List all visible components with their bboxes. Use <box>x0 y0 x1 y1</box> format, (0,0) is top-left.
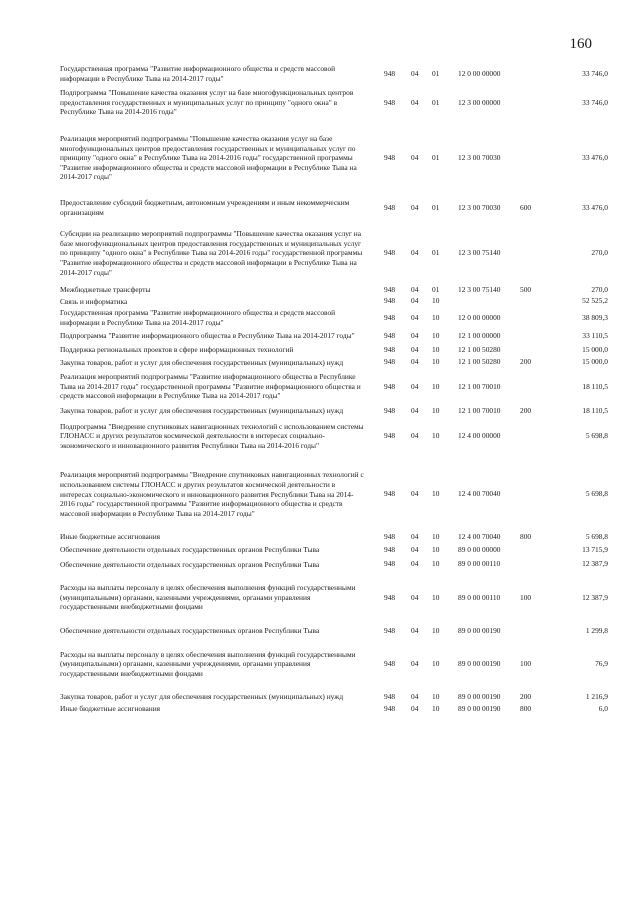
row-name: Иные бюджетные ассигнования <box>60 532 161 542</box>
row-ved: 948 <box>384 153 396 163</box>
row-pr: 01 <box>432 202 440 212</box>
table-row <box>60 470 608 518</box>
row-ved: 948 <box>384 489 396 499</box>
table-row <box>60 308 608 327</box>
row-name: Реализация мероприятий подпрограммы "Повышение качества оказания услуг на базе многофункциональных центров предоставления государственных и муниципальных услуг по принципу "одного окна" в Республике Тыва на 2014-2016 годы" государственной программы "Развитие информационного общества и средств массовой информации в Республике Тыва на 2014-2017 годы" <box>60 133 357 182</box>
row-csr: 89 0 00 00190 <box>458 692 501 702</box>
row-csr: 89 0 00 00190 <box>458 703 501 713</box>
row-pr: 10 <box>432 357 440 367</box>
row-amount: 13 715,9 <box>582 544 608 554</box>
row-amount: 33 476,0 <box>582 202 608 212</box>
row-vr: 800 <box>520 532 532 542</box>
row-ved: 948 <box>384 559 396 569</box>
row-pr: 10 <box>432 625 440 635</box>
row-amount: 52 525,2 <box>582 296 608 306</box>
row-csr: 12 4 00 70040 <box>458 489 501 499</box>
row-pr: 10 <box>432 692 440 702</box>
table-row <box>60 626 608 636</box>
row-name: Государственная программа "Развитие информационного общества и средств массовой информации в Республике Тыва на 2014-2017 годы" <box>60 64 336 83</box>
row-name: Подпрограмма "Повышение качества оказания услуг на базе многофункциональных центров предоставления государственных и муниципальных услуг по принципу "одного окна" в Республике Тыва на 2014-2016 годы" <box>60 88 354 117</box>
row-vr: 200 <box>520 406 532 416</box>
row-csr: 89 0 00 00190 <box>458 625 501 635</box>
row-rz: 04 <box>411 592 419 602</box>
row-ved: 948 <box>384 381 396 391</box>
row-rz: 04 <box>411 313 419 323</box>
row-rz: 04 <box>411 345 419 355</box>
row-ved: 948 <box>384 202 396 212</box>
row-pr: 01 <box>432 153 440 163</box>
row-pr: 10 <box>432 431 440 441</box>
row-csr: 12 1 00 00000 <box>458 331 501 341</box>
row-amount: 33 476,0 <box>582 153 608 163</box>
row-vr: 600 <box>520 202 532 212</box>
row-amount: 76,9 <box>595 659 608 669</box>
row-amount: 270,0 <box>591 248 608 258</box>
row-ved: 948 <box>384 692 396 702</box>
row-csr: 12 3 00 75140 <box>458 248 501 258</box>
row-rz: 04 <box>411 625 419 635</box>
row-rz: 04 <box>411 68 419 78</box>
table-row <box>60 64 608 83</box>
table-row <box>60 532 608 542</box>
row-amount: 33 746,0 <box>582 97 608 107</box>
row-ved: 948 <box>384 357 396 367</box>
row-rz: 04 <box>411 559 419 569</box>
row-vr: 100 <box>520 659 532 669</box>
row-name: Обеспечение деятельности отдельных государственных органов Республики Тыва <box>60 544 320 554</box>
row-csr: 12 3 00 00000 <box>458 97 501 107</box>
row-rz: 04 <box>411 659 419 669</box>
row-vr: 200 <box>520 692 532 702</box>
row-rz: 04 <box>411 357 419 367</box>
row-ved: 948 <box>384 532 396 542</box>
table-row <box>60 198 608 217</box>
row-vr: 200 <box>520 357 532 367</box>
row-amount: 12 387,9 <box>582 592 608 602</box>
row-amount: 12 387,9 <box>582 559 608 569</box>
row-pr: 10 <box>432 544 440 554</box>
row-ved: 948 <box>384 659 396 669</box>
row-amount: 5 698,8 <box>585 431 608 441</box>
row-ved: 948 <box>384 97 396 107</box>
row-name: Расходы на выплаты персоналу в целях обеспечения выполнения функций государственными (муниципальными) органами, казенными учреждениями, органами управления государственными внебюджетными фондами <box>60 649 356 678</box>
row-amount: 33 110,5 <box>582 331 608 341</box>
row-name: Межбюджетные трансферты <box>60 285 151 295</box>
row-name: Связь и информатика <box>60 296 128 306</box>
row-rz: 04 <box>411 296 419 306</box>
row-pr: 10 <box>432 296 440 306</box>
row-amount: 270,0 <box>591 285 608 295</box>
row-rz: 04 <box>411 692 419 702</box>
row-ved: 948 <box>384 313 396 323</box>
row-rz: 04 <box>411 431 419 441</box>
row-amount: 6,0 <box>598 703 608 713</box>
row-csr: 12 3 00 75140 <box>458 285 501 295</box>
row-csr: 12 1 00 50280 <box>458 345 501 355</box>
table-row <box>60 297 608 307</box>
row-name: Иные бюджетные ассигнования <box>60 703 161 713</box>
row-ved: 948 <box>384 544 396 554</box>
table-row <box>60 134 608 182</box>
row-rz: 04 <box>411 381 419 391</box>
row-rz: 04 <box>411 248 419 258</box>
row-name: Реализация мероприятий подпрограммы "Развитие информационного общества в Республике Тыва на 2014-2017 годы" государственной программы "Развитие информационного общества и средств массовой информации в Республике Тыва на 2014-2017 годы" <box>60 372 361 401</box>
row-pr: 10 <box>432 489 440 499</box>
row-ved: 948 <box>384 331 396 341</box>
table-row <box>60 331 608 341</box>
row-amount: 1 216,9 <box>585 692 608 702</box>
row-rz: 04 <box>411 331 419 341</box>
page-number: 160 <box>569 36 592 52</box>
table-row <box>60 545 608 555</box>
row-csr: 89 0 00 00000 <box>458 544 501 554</box>
row-pr: 10 <box>432 381 440 391</box>
row-name: Подпрограмма "Внедрение спутниковых навигационных технологий с использованием системы ГЛОНАСС и других результатов космической деятельности в интересах социально-экономического и инновационного развития Республики Тыва на 2014-2016 годы" <box>60 421 364 450</box>
row-name: Субсидии на реализацию мероприятий подпрограммы "Повышение качества оказания услуг на базе многофункциональных центров предоставления государственных и муниципальных услуг по принципу "одного окна" в Республике Тыва на 2014-2016 годы" государственной программы "Развитие информационного общества и средств массовой информации в Республике Тыва на 2014-2017 годы" <box>60 229 363 277</box>
row-amount: 15 000,0 <box>582 345 608 355</box>
row-csr: 12 0 00 00000 <box>458 68 501 78</box>
row-csr: 89 0 00 00110 <box>458 559 501 569</box>
table-row <box>60 358 608 368</box>
table-row <box>60 406 608 416</box>
row-amount: 38 809,3 <box>582 313 608 323</box>
row-amount: 18 110,5 <box>582 381 608 391</box>
row-pr: 10 <box>432 703 440 713</box>
row-csr: 12 4 00 00000 <box>458 431 501 441</box>
row-name: Поддержка региональных проектов в сфере информационных технологий <box>60 345 294 355</box>
table-row <box>60 692 608 702</box>
row-vr: 100 <box>520 592 532 602</box>
table-row <box>60 422 608 451</box>
row-csr: 12 1 00 70010 <box>458 406 501 416</box>
row-name: Обеспечение деятельности отдельных государственных органов Республики Тыва <box>60 625 320 635</box>
row-amount: 18 110,5 <box>582 406 608 416</box>
row-ved: 948 <box>384 625 396 635</box>
row-ved: 948 <box>384 285 396 295</box>
row-csr: 12 1 00 50280 <box>458 357 501 367</box>
row-ved: 948 <box>384 592 396 602</box>
row-pr: 10 <box>432 592 440 602</box>
row-amount: 1 299,8 <box>585 625 608 635</box>
table-row <box>60 345 608 355</box>
row-pr: 01 <box>432 285 440 295</box>
row-name: Подпрограмма "Развитие информационного общества в Республике Тыва на 2014-2017 годы" <box>60 331 355 341</box>
row-rz: 04 <box>411 97 419 107</box>
table-row <box>60 229 608 277</box>
row-rz: 04 <box>411 285 419 295</box>
row-amount: 5 698,8 <box>585 532 608 542</box>
row-pr: 10 <box>432 331 440 341</box>
row-amount: 15 000,0 <box>582 357 608 367</box>
row-name: Расходы на выплаты персоналу в целях обеспечения выполнения функций государственными (муниципальными) органами, казенными учреждениями, органами управления государственными внебюджетными фондами <box>60 583 356 612</box>
budget-table <box>60 64 608 714</box>
row-ved: 948 <box>384 296 396 306</box>
table-row <box>60 704 608 714</box>
row-vr: 800 <box>520 703 532 713</box>
row-rz: 04 <box>411 703 419 713</box>
row-name: Предоставление субсидий бюджетным, автономным учреждениям и иным некоммерческим организациям <box>60 197 350 217</box>
row-name: Обеспечение деятельности отдельных государственных органов Республики Тыва <box>60 559 320 569</box>
row-ved: 948 <box>384 431 396 441</box>
row-amount: 33 746,0 <box>582 68 608 78</box>
row-csr: 12 3 00 70030 <box>458 202 501 212</box>
row-ved: 948 <box>384 248 396 258</box>
table-row <box>60 88 608 117</box>
row-csr: 89 0 00 00190 <box>458 659 501 669</box>
table-row <box>60 650 608 679</box>
row-csr: 89 0 00 00110 <box>458 592 501 602</box>
table-row <box>60 285 608 295</box>
row-pr: 10 <box>432 406 440 416</box>
row-vr: 500 <box>520 285 532 295</box>
row-pr: 01 <box>432 248 440 258</box>
row-pr: 10 <box>432 559 440 569</box>
row-rz: 04 <box>411 202 419 212</box>
row-name: Государственная программа "Развитие информационного общества и средств массовой информации в Республике Тыва на 2014-2017 годы" <box>60 308 336 327</box>
row-ved: 948 <box>384 68 396 78</box>
row-pr: 01 <box>432 97 440 107</box>
row-name: Реализация мероприятий подпрограммы "Внедрение спутниковых навигационных технологий с использованием системы ГЛОНАСС и других результатов космической деятельности в интересах социально-экономического и инновационного развития Республики Тыва на 2014-2016 годы" государственной программы "Развитие информационного общества и средств массовой информации в Республике Тыва на 2014-2017 годы" <box>60 470 364 518</box>
row-rz: 04 <box>411 406 419 416</box>
row-pr: 01 <box>432 68 440 78</box>
row-ved: 948 <box>384 345 396 355</box>
row-rz: 04 <box>411 544 419 554</box>
row-rz: 04 <box>411 153 419 163</box>
table-row <box>60 372 608 401</box>
row-pr: 10 <box>432 345 440 355</box>
row-ved: 948 <box>384 406 396 416</box>
row-name: Закупка товаров, работ и услуг для обеспечения государственных (муниципальных) нужд <box>60 357 344 367</box>
row-csr: 12 0 00 00000 <box>458 313 501 323</box>
table-row <box>60 583 608 612</box>
row-rz: 04 <box>411 489 419 499</box>
row-csr: 12 1 00 70010 <box>458 381 501 391</box>
row-ved: 948 <box>384 703 396 713</box>
table-row <box>60 560 608 570</box>
row-csr: 12 3 00 70030 <box>458 153 501 163</box>
row-pr: 10 <box>432 532 440 542</box>
row-name: Закупка товаров, работ и услуг для обеспечения государственных (муниципальных) нужд <box>60 692 344 702</box>
row-name: Закупка товаров, работ и услуг для обеспечения государственных (муниципальных) нужд <box>60 406 344 416</box>
row-pr: 10 <box>432 659 440 669</box>
row-csr: 12 4 00 70040 <box>458 532 501 542</box>
row-amount: 5 698,8 <box>585 489 608 499</box>
row-rz: 04 <box>411 532 419 542</box>
row-pr: 10 <box>432 313 440 323</box>
